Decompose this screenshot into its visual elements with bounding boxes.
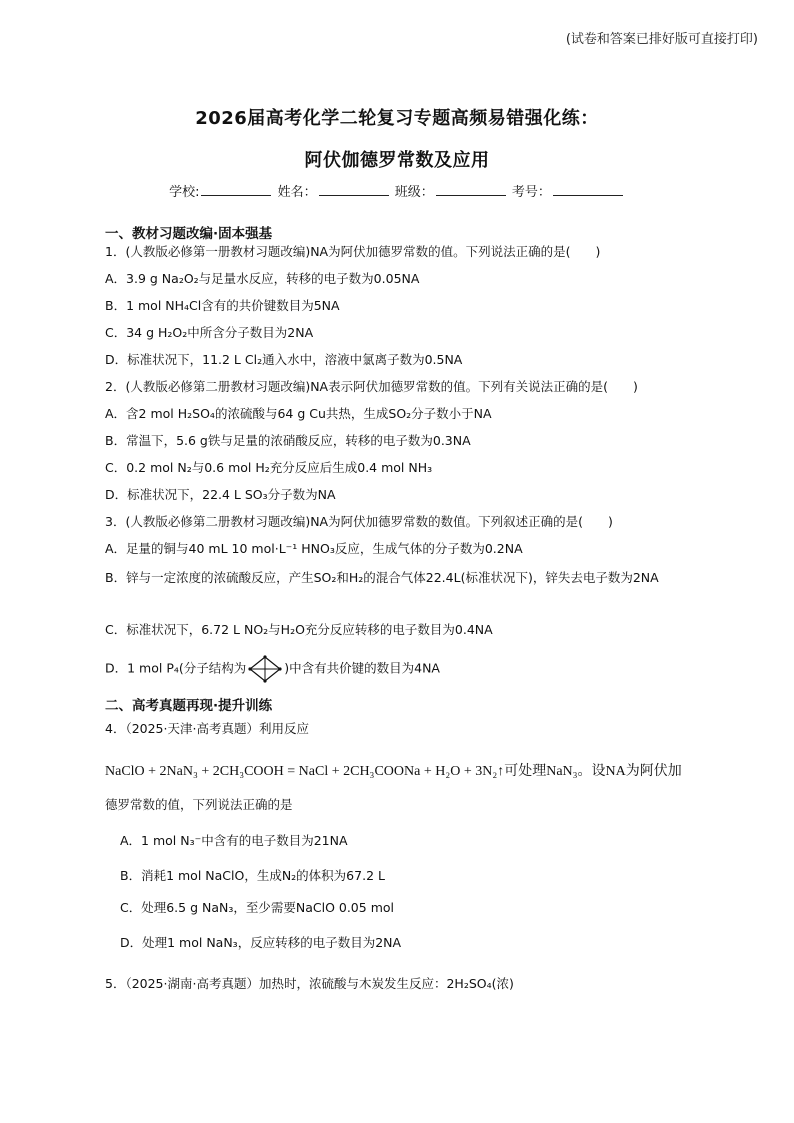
page-subtitle: 阿伏伽德罗常数及应用	[304, 150, 490, 171]
q4-formula: NaClO + 2NaN₃ + 2CH₃COOH = NaCl + 2CH₃COONa + H₂O + 3N₂↑可处理NaN₃。设NA为阿伏加	[105, 764, 682, 779]
q3-option-a: A．足量的铜与40 mL 10 mol·L⁻¹ HNO₃反应，生成气体的分子数为0.2NA	[105, 541, 523, 556]
q3-option-d-post: )中含有共价键的数目为4NA	[284, 660, 440, 676]
section-heading-1: 一、教材习题改编·固本强基	[105, 226, 273, 242]
q4-option-a: A．1 mol N₃⁻中含有的电子数目为21NA	[120, 833, 348, 848]
q2-option-d: D．标准状况下，22.4 L SO₃分子数为NA	[105, 487, 336, 502]
q2-option-c: C．0.2 mol N₂与0.6 mol H₂充分反应后生成0.4 mol NH₃	[105, 460, 433, 475]
name-blank[interactable]	[319, 183, 389, 196]
q1-option-a: A．3.9 g Na₂O₂与足量水反应，转移的电子数为0.05NA	[105, 271, 420, 286]
q2-stem: 2．(人教版必修第二册教材习题改编)NA表示阿伏加德罗常数的值。下列有关说法正确的是( )	[105, 379, 638, 394]
class-label: 班级：	[394, 185, 434, 200]
q1-option-b: B．1 mol NH₄Cl含有的共价键数目为5NA	[105, 298, 340, 313]
q1-option-c: C．34 g H₂O₂中所含分子数目为2NA	[105, 325, 314, 340]
school-label: 学校:	[169, 185, 200, 200]
school-blank[interactable]	[201, 183, 271, 196]
q4-option-c: C．处理6.5 g NaN₃，至少需要NaClO 0.05 mol	[120, 900, 394, 915]
q3-option-b: B．锌与一定浓度的浓硫酸反应，产生SO₂和H₂的混合气体22.4L(标准状况下)，锌失去电子数为2NA	[105, 570, 659, 585]
q3-option-d	[105, 655, 705, 683]
p4-structure-icon	[248, 655, 282, 683]
number-label: 考号：	[511, 185, 551, 200]
number-blank[interactable]	[553, 183, 623, 196]
class-blank[interactable]	[436, 183, 506, 196]
q4-option-d: D．处理1 mol NaN₃，反应转移的电子数目为2NA	[120, 935, 402, 950]
q5-stem: 5．（2025·湖南·高考真题）加热时，浓硫酸与木炭发生反应：2H₂SO₄(浓)	[105, 976, 514, 991]
q4-stem: 4．（2025·天津·高考真题）利用反应	[105, 721, 309, 736]
q1-stem: 1．(人教版必修第一册教材习题改编)NA为阿伏加德罗常数的值。下列说法正确的是( )	[105, 244, 601, 259]
q3-option-d-pre: D．1 mol P₄(分子结构为	[105, 660, 247, 676]
q3-option-c: C．标准状况下，6.72 L NO₂与H₂O充分反应转移的电子数目为0.4NA	[105, 622, 493, 637]
q1-option-d: D．标准状况下，11.2 L Cl₂通入水中，溶液中氯离子数为0.5NA	[105, 352, 463, 367]
name-label: 姓名：	[277, 185, 317, 200]
section-heading-2: 二、高考真题再现·提升训练	[105, 698, 273, 714]
q4-option-b: B．消耗1 mol NaClO，生成N₂的体积为67.2 L	[120, 868, 385, 883]
q3-stem: 3．(人教版必修第二册教材习题改编)NA为阿伏加德罗常数的数值。下列叙述正确的是( )	[105, 514, 613, 529]
page-title: 2026届高考化学二轮复习专题高频易错强化练：	[195, 108, 599, 129]
q2-option-a: A．含2 mol H₂SO₄的浓硫酸与64 g Cu共热，生成SO₂分子数小于NA	[105, 406, 492, 421]
student-info-line	[0, 181, 794, 200]
print-note: (试卷和答案已排好版可直接打印)	[565, 32, 758, 47]
q2-option-b: B．常温下，5.6 g铁与足量的浓硝酸反应，转移的电子数为0.3NA	[105, 433, 471, 448]
q4-stem-end: 德罗常数的值，下列说法正确的是	[105, 797, 293, 812]
